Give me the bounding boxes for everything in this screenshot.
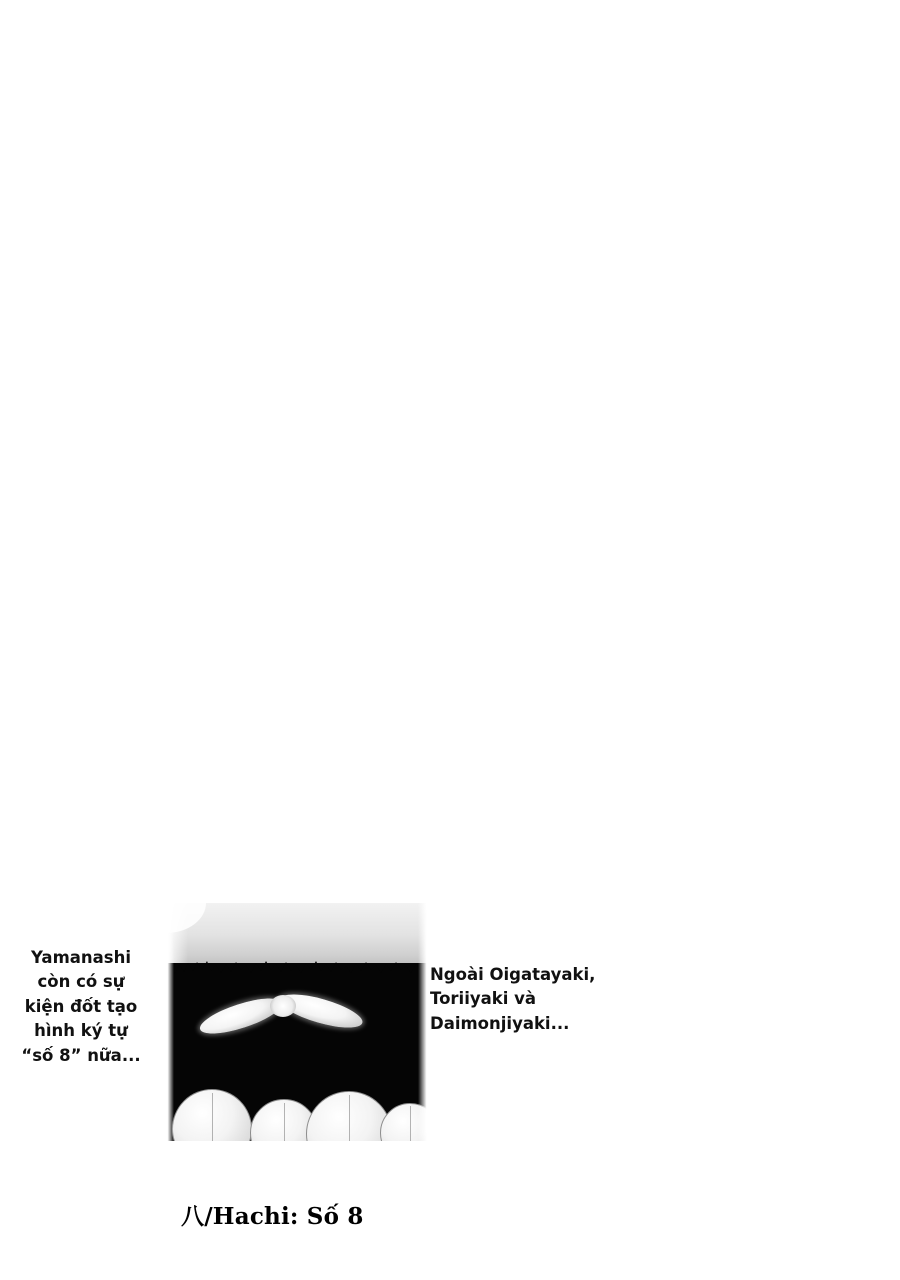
lantern-rib [349,1095,350,1141]
bonfire-glow-center [270,995,296,1017]
panel-right-edge-fade [418,903,428,1141]
treeline-icon [166,955,428,989]
translator-footnote: 八/Hachi: Số 8 [181,1203,364,1230]
caption-left: Yamanashi còn có sự kiện đốt tạo hình ký tự “số 8” nữa... [21,948,141,1065]
night-bonfire-festival-panel [166,903,428,1141]
lantern-rib [410,1106,411,1141]
lantern-rib [284,1103,285,1141]
caption-right: Ngoài Oigatayaki, Toriiyaki và Daimonjiyaki... [430,965,596,1033]
panel-left-edge-fade [166,903,174,1141]
lantern-rib [212,1093,213,1141]
